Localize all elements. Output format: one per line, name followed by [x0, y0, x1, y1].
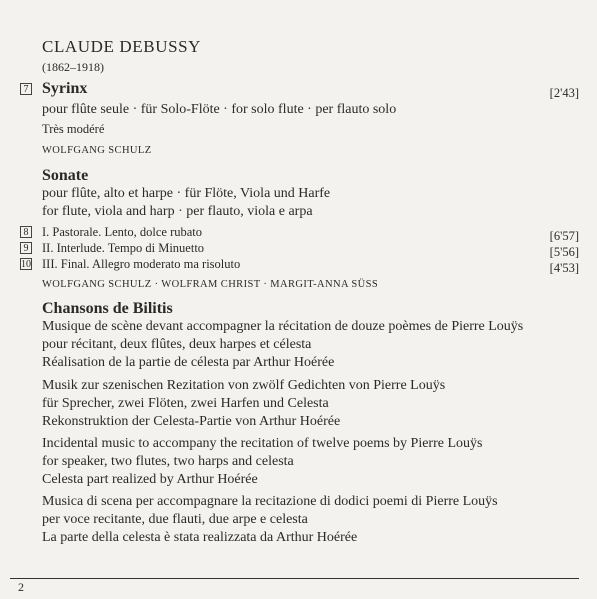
work-title-sonate: Sonate — [42, 167, 89, 184]
track-number-box: 9 — [20, 242, 32, 254]
track-duration: [6'57] — [549, 229, 579, 243]
chansons-english-line: for speaker, two flutes, two harps and celesta — [42, 454, 294, 469]
chansons-italian-line: La parte della celesta è stata realizzata da Arthur Hoérée — [42, 530, 358, 545]
sonate-instrumentation-2: for flute, viola and harp · per flauto, viola e arpa — [42, 204, 313, 219]
syrinx-performer: WOLFGANG SCHULZ — [42, 145, 152, 156]
chansons-german-line: für Sprecher, zwei Flöten, zwei Harfen und Celesta — [42, 396, 329, 411]
work-title-syrinx: Syrinx — [42, 80, 88, 97]
chansons-italian-line: Musica di scena per accompagnare la recitazione di dodici poemi di Pierre Louÿs — [42, 494, 498, 509]
movement-title: II. Interlude. Tempo di Minuetto — [42, 241, 205, 255]
chansons-english-line: Celesta part realized by Arthur Hoérée — [42, 472, 258, 487]
syrinx-tempo: Très modéré — [42, 122, 105, 136]
composer-name: CLAUDE DEBUSSY — [42, 37, 202, 56]
chansons-french-line: Réalisation de la partie de célesta par Arthur Hoérée — [42, 355, 335, 370]
track-duration: [2'43] — [549, 86, 579, 100]
work-title-chansons: Chansons de Bilitis — [42, 300, 173, 317]
chansons-german-line: Rekonstruktion der Celesta-Partie von Arthur Hoérée — [42, 414, 341, 429]
composer-dates: (1862–1918) — [42, 60, 104, 74]
chansons-french-line: pour récitant, deux flûtes, deux harpes et célesta — [42, 337, 312, 352]
movement-title: I. Pastorale. Lento, dolce rubato — [42, 225, 203, 239]
track-number-box: 8 — [20, 226, 32, 238]
syrinx-instrumentation: pour flûte seule · für Solo-Flöte · for solo flute · per flauto solo — [42, 102, 397, 117]
track-duration: [4'53] — [549, 261, 579, 275]
track-number-box: 7 — [20, 83, 32, 95]
track-number-box: 10 — [21, 259, 31, 270]
movement-title: III. Final. Allegro moderato ma risoluto — [42, 257, 241, 271]
footer-divider — [10, 578, 579, 579]
sonate-performers: WOLFGANG SCHULZ · WOLFRAM CHRIST · MARGIT-ANNA SÜSS — [42, 279, 379, 290]
track-duration: [5'56] — [549, 245, 579, 259]
chansons-english-line: Incidental music to accompany the recitation of twelve poems by Pierre Louÿs — [42, 436, 483, 451]
chansons-french-line: Musique de scène devant accompagner la récitation de douze poèmes de Pierre Louÿs — [42, 319, 524, 334]
sonate-instrumentation-1: pour flûte, alto et harpe · für Flöte, Viola und Harfe — [42, 186, 331, 201]
chansons-italian-line: per voce recitante, due flauti, due arpe e celesta — [42, 512, 308, 527]
chansons-german-line: Musik zur szenischen Rezitation von zwölf Gedichten von Pierre Louÿs — [42, 378, 446, 393]
page-number: 2 — [18, 580, 24, 594]
